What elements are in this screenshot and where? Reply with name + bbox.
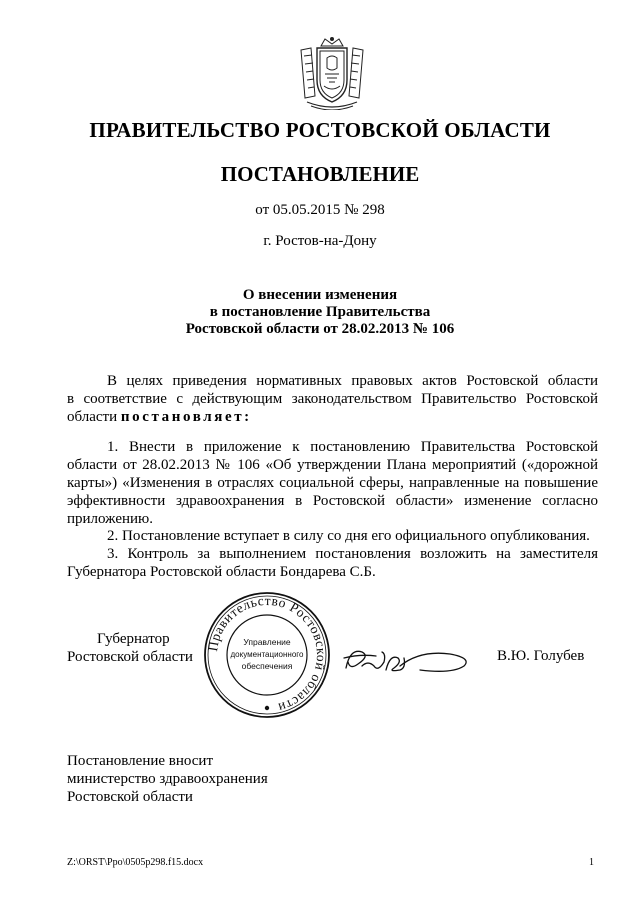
clause-1 — [67, 438, 598, 528]
paragraph-text: области — [67, 409, 118, 425]
handwritten-signature — [340, 640, 475, 682]
page-number: 1 — [589, 857, 594, 868]
paragraph-line: 2. Постановление вступает в силу со дня его официального опубликования. — [107, 528, 590, 544]
document-date-number: от 05.05.2015 № 298 — [255, 202, 385, 218]
paragraph-line: в соответствие с действующим законодательством Правительство Ростовской — [67, 391, 598, 407]
clause-2 — [67, 527, 598, 545]
paragraph-line: карты») «Изменения в отраслях социальной сферы, направленные на повышение — [67, 475, 598, 491]
document-subject — [0, 287, 640, 338]
seal-ring-text: Правительство Ростовской области — [204, 592, 330, 716]
note-line: Постановление вносит — [67, 753, 214, 769]
seal-inner-text: Управление — [243, 637, 291, 647]
subject-line: Ростовской области от 28.02.2013 № 106 — [185, 321, 455, 337]
position-line: Ростовской области — [67, 649, 193, 665]
decree-word: постановляет: — [120, 409, 252, 425]
signatory-position — [67, 630, 193, 666]
paragraph-line: 3. Контроль за выполнением постановления возложить на заместителя — [107, 546, 598, 562]
document-place: г. Ростов-на-Дону — [263, 233, 377, 249]
official-seal — [202, 590, 332, 720]
seal-star-icon — [265, 706, 269, 710]
subject-line: О внесении изменения — [242, 287, 398, 303]
signatory-name: В.Ю. Голубев — [497, 648, 585, 664]
paragraph-line: области от 28.02.2013 № 106 «Об утверждении Плана мероприятий («дорожной — [67, 457, 598, 473]
note-line: министерство здравоохранения — [67, 771, 268, 787]
paragraph-line: эффективности здравоохранения в Ростовской области» изменение согласно — [67, 493, 598, 509]
preamble-paragraph — [67, 372, 598, 426]
paragraph-line: В целях приведения нормативных правовых актов Ростовской области — [107, 373, 598, 389]
paragraph-line: 1. Внести в приложение к постановлению Правительства Ростовской — [107, 439, 598, 455]
paragraph-line: приложению. — [67, 511, 154, 527]
seal-inner-text: документационного — [230, 650, 304, 659]
paragraph-line: Губернатора Ростовской области Бондарева С.Б. — [67, 564, 376, 580]
clause-3 — [67, 545, 598, 581]
file-path: Z:\ORST\Ppo\0505p298.f15.docx — [67, 857, 204, 868]
seal-inner-text: обеспечения — [241, 661, 293, 671]
organization-title: ПРАВИТЕЛЬСТВО РОСТОВСКОЙ ОБЛАСТИ — [89, 118, 551, 142]
coat-of-arms-icon — [297, 36, 367, 110]
note-line: Ростовской области — [67, 789, 193, 805]
subject-line: в постановление Правительства — [209, 304, 431, 320]
position-line: Губернатор — [97, 631, 170, 647]
document-type-heading: ПОСТАНОВЛЕНИЕ — [220, 162, 420, 186]
paragraph-line — [67, 408, 598, 426]
submitter-note — [67, 752, 268, 806]
